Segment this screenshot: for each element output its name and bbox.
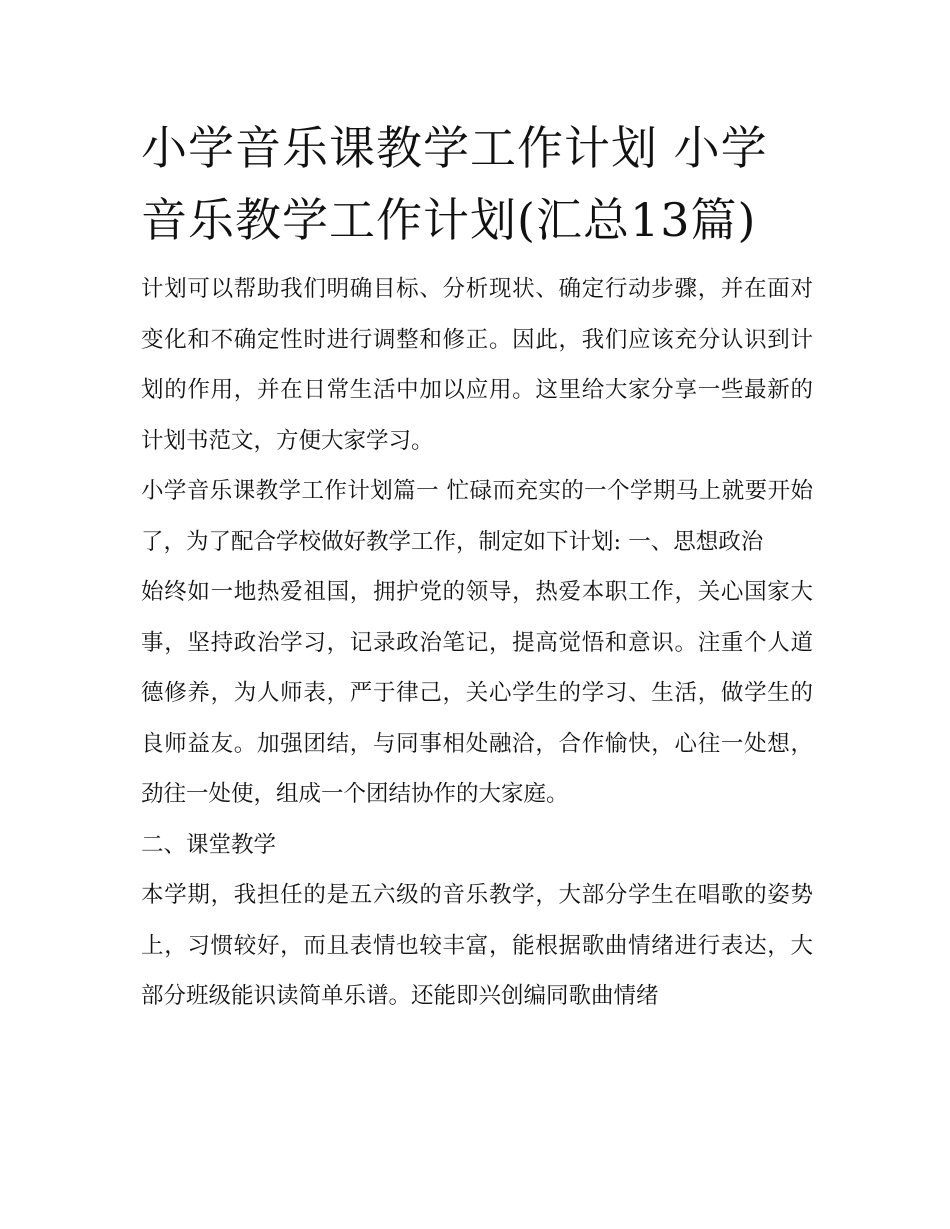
ideology-paragraph: 始终如一地热爱祖国，拥护党的领导，热爱本职工作，关心国家大事，坚持政治学习，记录政治笔记，提高觉悟和意识。注重个人道德修养，为人师表，严于律己，关心学生的学习、生活，做学生的良师益友。加强团结，与同事相处融洽，合作愉快，心往一处想，劲往一处使，组成一个团结协作的大家庭。 bbox=[141, 579, 813, 807]
document-body bbox=[141, 112, 813, 1022]
section-two-heading: 二、课堂教学 bbox=[141, 831, 277, 858]
intro-paragraph: 计划可以帮助我们明确目标、分析现状、确定行动步骤，并在面对变化和不确定性时进行调整和修正。因此，我们应该充分认识到计划的作用，并在日常生活中加以应用。这里给大家分享一些最新的计划书范文，方便大家学习。 bbox=[141, 276, 813, 454]
section-one-heading-paragraph: 小学音乐课教学工作计划篇一 忙碌而充实的一个学期马上就要开始了，为了配合学校做好教学工作，制定如下计划: 一、思想政治 bbox=[141, 478, 813, 555]
document-title: 小学音乐课教学工作计划 小学音乐教学工作计划(汇总13篇) bbox=[141, 121, 768, 247]
classroom-teaching-paragraph: 本学期，我担任的是五六级的音乐教学，大部分学生在唱歌的姿势上，习惯较好，而且表情也较丰富，能根据歌曲情绪进行表达，大部分班级能识读简单乐谱。还能即兴创编同歌曲情绪 bbox=[141, 882, 813, 1009]
